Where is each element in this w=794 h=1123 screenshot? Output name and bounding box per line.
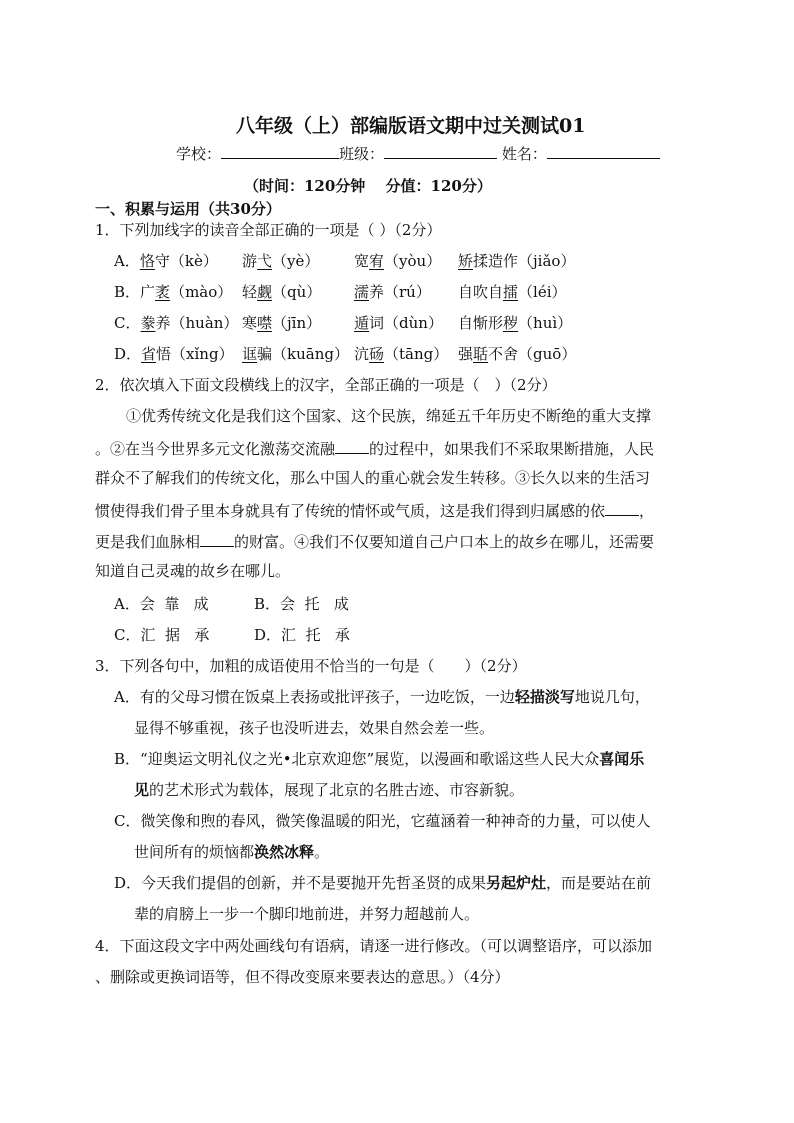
- q2-option-c[interactable]: C．汇 据 承: [114, 626, 210, 644]
- q2-passage-line: ①优秀传统文化是我们这个国家、这个民族，绵延五千年历史不断绝的重大支撑: [126, 407, 652, 425]
- fill-blank[interactable]: [335, 437, 369, 454]
- info-line: [176, 142, 660, 164]
- q1-option-d[interactable]: D．省悟（xǐng） 诓骗（kuāng） 沆砀（tāng） 强聒不舍（guō）: [114, 345, 577, 363]
- q1-option-a[interactable]: A．恪守（kè） 游弋（yè） 宽宥（yòu） 矫揉造作（jiǎo）: [114, 252, 576, 270]
- class-field[interactable]: [384, 142, 497, 159]
- q3-option-c-cont: 世间所有的烦恼都涣然冰释。: [134, 843, 330, 861]
- q2-passage-line: 更是我们血脉相 的财富。④我们不仅要知道自己户口本上的故乡在哪儿，还需要: [95, 530, 654, 552]
- q3-option-d[interactable]: D．今天我们提倡的创新，并不是要抛开先哲圣贤的成果另起炉灶，而是要站在前: [114, 874, 652, 892]
- q2-passage-line: 群众不了解我们的传统文化，那么中国人的重心就会发生转移。③长久以来的生活习: [95, 469, 651, 487]
- q3-option-c[interactable]: C．微笑像和煦的春风，微笑像温暖的阳光，它蕴涵着一种神奇的力量，可以使人: [114, 812, 651, 830]
- question-1-stem: 1．下列加线字的读音全部正确的一项是（ ）（2分）: [95, 221, 442, 239]
- question-3-stem: 3．下列各句中，加粗的成语使用不恰当的一句是（ ）（2分）: [95, 657, 527, 675]
- time-info: （时间：120分钟 分值：120分）: [244, 177, 492, 195]
- q3-option-b-cont: 见的艺术形式为载体，展现了北京的名胜古迹、市容新貌。: [134, 781, 525, 799]
- school-field[interactable]: [221, 142, 339, 159]
- fill-blank[interactable]: [200, 530, 234, 547]
- question-4-stem: 4．下面这段文字中两处画线句有语病，请逐一进行修改。（可以调整语序，可以添加: [95, 937, 653, 955]
- q2-option-b[interactable]: B．会 托 成: [254, 595, 349, 613]
- q2-passage-line: 知道自己灵魂的故乡在哪儿。: [95, 562, 291, 580]
- question-4-stem-cont: 、删除或更换词语等，但不得改变原来要表达的意思。）（4分）: [95, 968, 510, 986]
- q2-passage-line: 。②在当今世界多元文化激荡交流融 的过程中，如果我们不采取果断措施，人民: [95, 437, 654, 459]
- fill-blank[interactable]: [605, 499, 639, 516]
- section-heading: 一、积累与运用（共30分）: [95, 200, 281, 218]
- class-label: 班级：: [339, 145, 385, 163]
- page-title: 八年级（上）部编版语文期中过关测试01: [236, 115, 586, 137]
- question-2-stem: 2．依次填入下面文段横线上的汉字，全部正确的一项是（ ）（2分）: [95, 376, 557, 394]
- q3-option-a-cont: 显得不够重视，孩子也没听进去，效果自然会差一些。: [134, 719, 495, 737]
- name-label: 姓名：: [501, 145, 547, 163]
- q2-option-a[interactable]: A．会 靠 成: [114, 595, 209, 613]
- q3-option-a[interactable]: A．有的父母习惯在饭桌上表扬或批评孩子，一边吃饭，一边轻描淡写地说几句，: [114, 688, 650, 706]
- q2-option-d[interactable]: D．汇 托 承: [254, 626, 350, 644]
- q3-option-d-cont: 辈的肩膀上一步一个脚印地前进，并努力超越前人。: [134, 905, 480, 923]
- q1-option-b[interactable]: B．广袤（mào） 轻觑（qù） 濡养（rú） 自吹自擂（léi）: [114, 283, 567, 301]
- school-label: 学校：: [176, 145, 222, 163]
- q2-passage-line: 惯使得我们骨子里本身就具有了传统的情怀或气质，这是我们得到归属感的依 ，: [95, 499, 654, 521]
- q3-option-b[interactable]: B．“迎奥运文明礼仪之光•北京欢迎您”展览，以漫画和歌谣这些人民大众喜闻乐: [114, 750, 645, 768]
- name-field[interactable]: [547, 142, 660, 159]
- q1-option-c[interactable]: C．豢养（huàn） 寒噤（jīn） 遁词（dùn） 自惭形秽（huì）: [114, 314, 573, 332]
